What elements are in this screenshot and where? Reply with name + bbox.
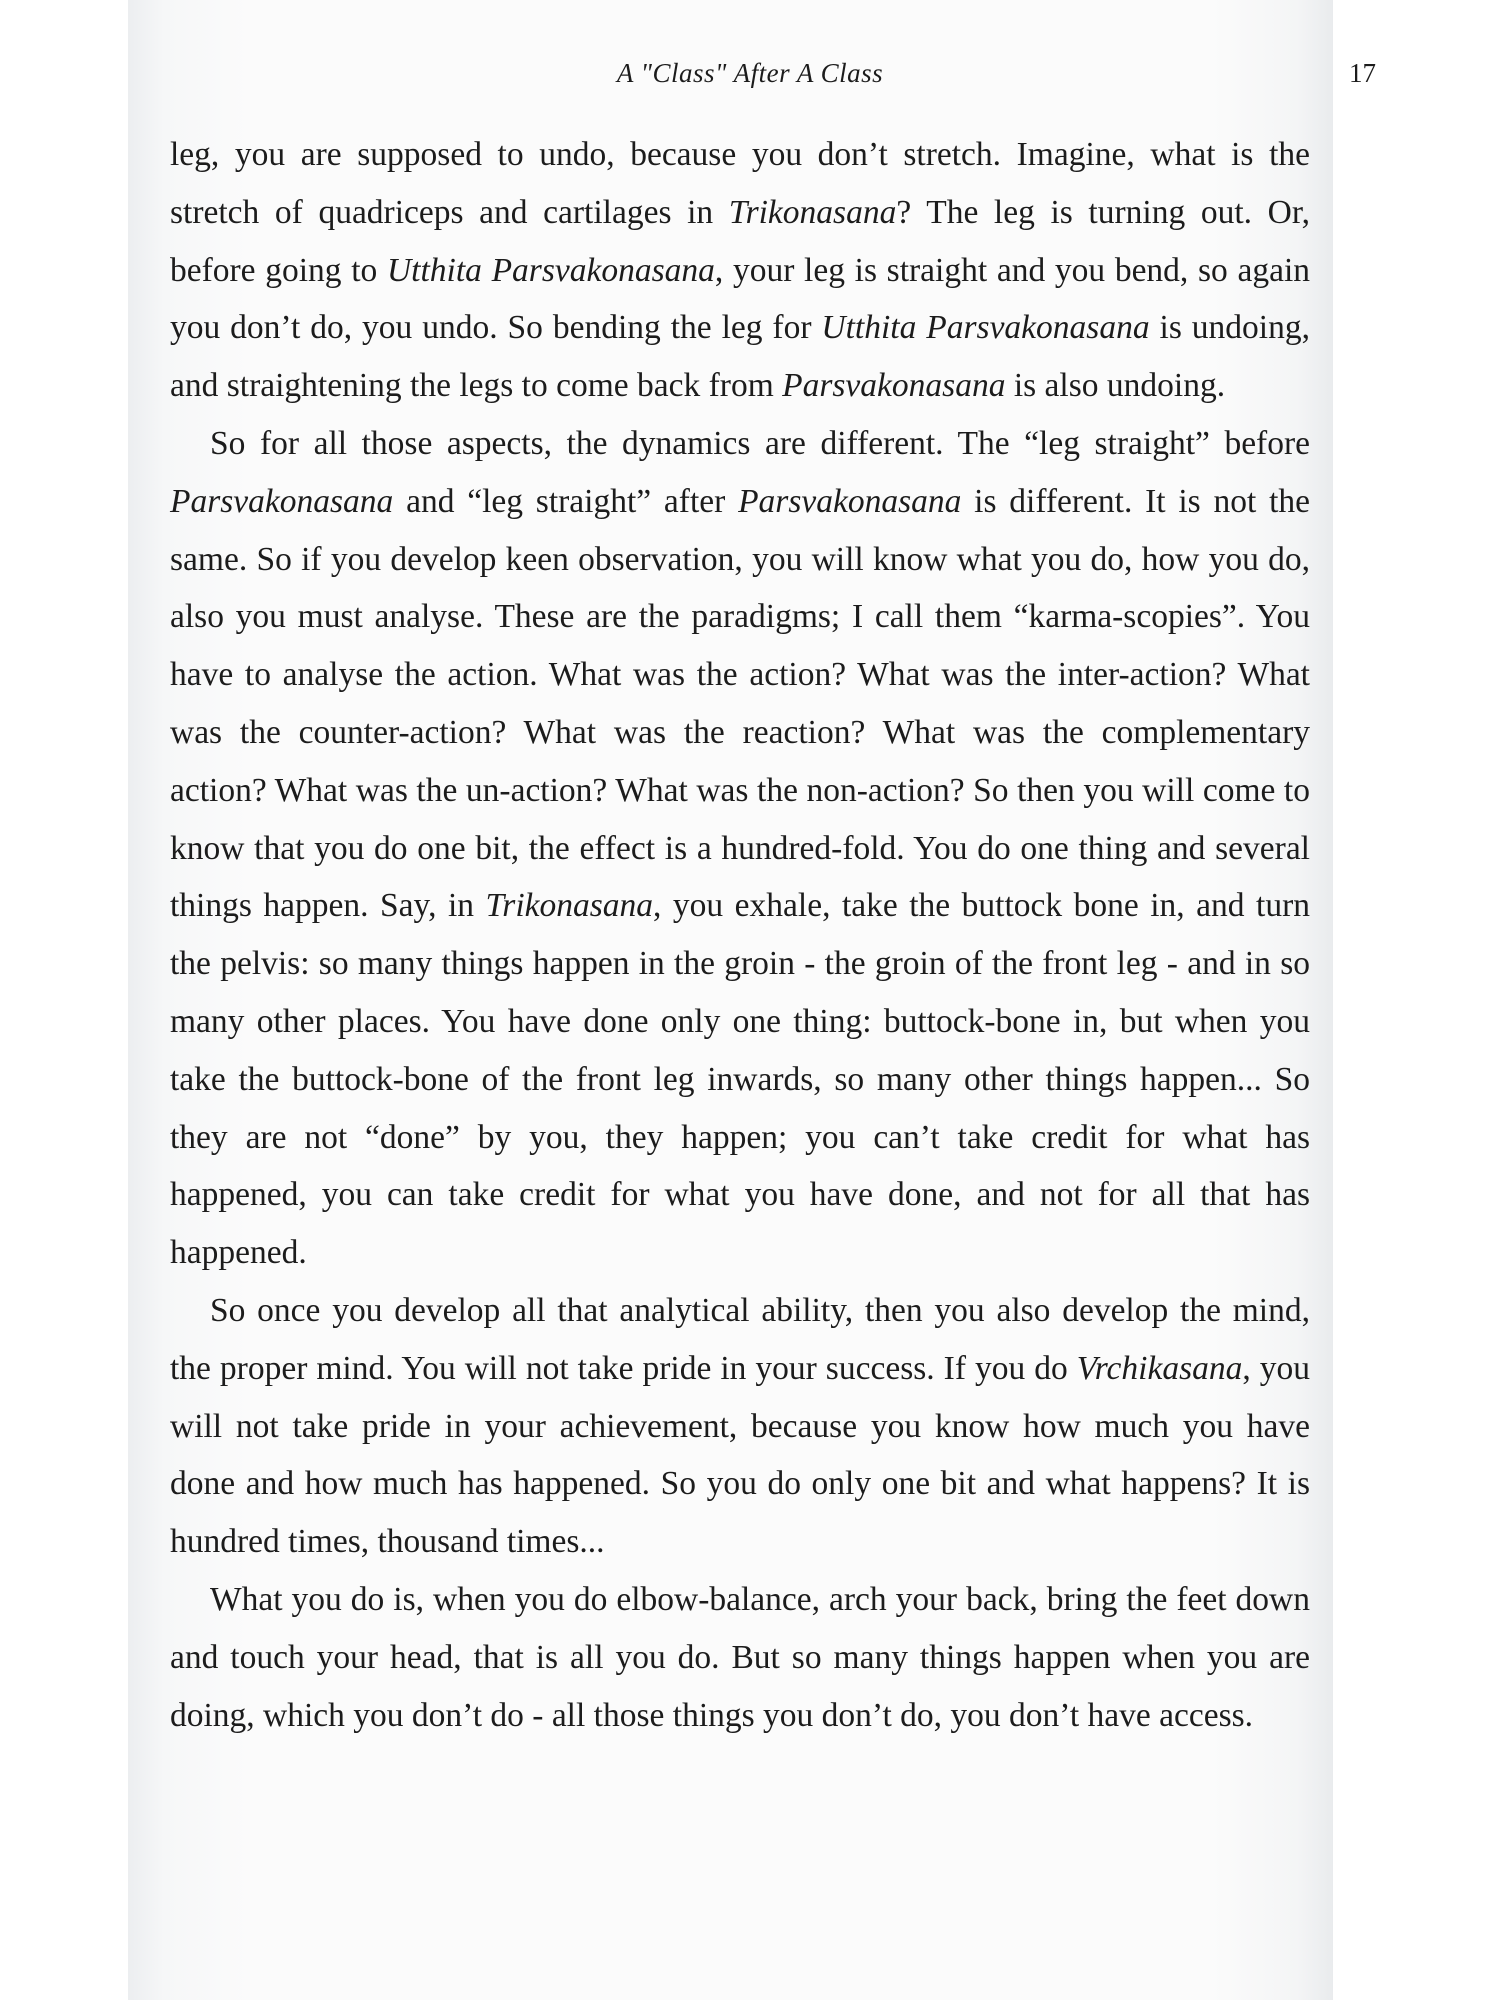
asana-name: Parsvakonasana	[738, 482, 962, 520]
asana-name: Trikonasana	[728, 193, 897, 231]
paragraph	[170, 126, 1310, 415]
text-run: What you do is, when you do elbow-balance, arch your back, bring the feet down and touch your head, that is all you do. But so many things happen when you are doing, which you don’t do - all those things you don’t do, you don’t have access.	[170, 1580, 1310, 1734]
text-run: leg, you are supposed to undo, because you don’t stretch. Imagine, what is the stretch of quadriceps and cartilages in	[170, 136, 1310, 231]
text-run: , you exhale, take the buttock bone in, and turn the pelvis: so many things happen in the groin - the groin of the front leg - and in so many other places. You have done only one thing: buttock-bone in, but when you take the buttock-bone of the front leg inwards, so many other things happen... So they are not “done” by you, they happen; you can’t take credit for what has happened, you can take credit for what you have done, and not for all that has happened.	[170, 887, 1310, 1272]
body-text	[170, 126, 1310, 1744]
text-run: is different. It is not the same. So if you develop keen observation, you will know what you do, how you do, also you must analyse. These are the paradigms; I call them “karma-scopies”. You have to analyse the action. What was the action? What was the inter-action? What was the counter-action? What was the reaction? What was the complementary action? What was the un-action? What was the non-action? So then you will come to know that you do one bit, the effect is a hundred-fold. You do one thing and several things happen. Say, in	[170, 482, 1310, 925]
asana-name: Parsvakonasana	[782, 367, 1006, 405]
running-header	[180, 58, 1376, 98]
text-run: is also undoing.	[1005, 367, 1226, 405]
text-run: is undoing, and straightening the legs to come back from	[170, 309, 1310, 405]
page-number: 17	[1349, 58, 1376, 88]
running-title: A "Class" After A Class	[616, 58, 884, 88]
text-run: and “leg straight” after	[393, 482, 739, 520]
text-run: So for all those aspects, the dynamics are different. The “leg straight” before	[210, 424, 1310, 462]
text-run: , your leg is straight and you bend, so again you don’t do, you undo. So bending the leg for	[170, 251, 1311, 347]
paragraph	[170, 1282, 1310, 1571]
text-run: , you will not take pride in your achievement, because you know how much you have done and how much has happened. So you do only one bit and what happens? It is hundred times, thousand times...	[170, 1349, 1311, 1561]
asana-name: Utthita Parsvakonasana	[821, 309, 1150, 347]
asana-name: Vrchikasana	[1076, 1349, 1243, 1387]
paragraph	[170, 415, 1310, 1282]
asana-name: Utthita Parsvakonasana	[386, 251, 715, 289]
text-run: ? The leg is turning out. Or, before going to	[170, 193, 1311, 289]
text-run: So once you develop all that analytical ability, then you also develop the mind, the proper mind. You will not take pride in your success. If you do	[170, 1291, 1310, 1387]
paragraph	[170, 1571, 1310, 1744]
asana-name: Trikonasana	[485, 887, 654, 925]
asana-name: Parsvakonasana	[170, 482, 394, 520]
